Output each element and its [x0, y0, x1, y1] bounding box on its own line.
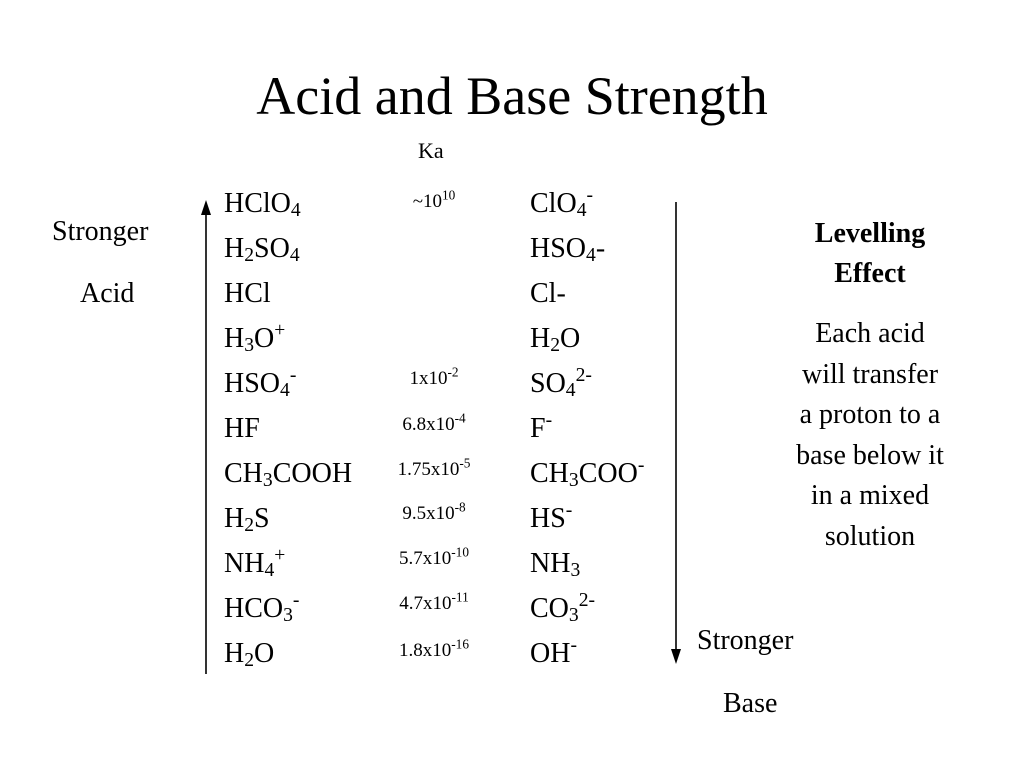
conjugate-base-formula [530, 406, 552, 451]
formula-subscript: 3 [283, 604, 293, 626]
formula-subscript: 3 [568, 469, 579, 491]
formula-text: CH [224, 458, 263, 489]
conjugate-base-formula [530, 316, 580, 361]
formula-text: HSO [530, 233, 587, 264]
formula-superscript: - [570, 635, 577, 657]
ka-column-header: Ka [418, 138, 444, 163]
conjugate-base-formula [530, 271, 566, 316]
formula-superscript: - [292, 590, 300, 612]
formula-text: NH [530, 548, 571, 579]
conjugate-base-formula [530, 541, 580, 586]
formula-text: S [254, 503, 270, 534]
acid-formula [224, 496, 270, 541]
acid-formula [224, 406, 260, 451]
conjugate-base-formula [530, 451, 644, 496]
ka-value [399, 536, 469, 581]
levelling-text-line: Each acid [815, 318, 925, 349]
formula-text: Cl- [530, 278, 566, 309]
ka-mantissa: 1x10 [409, 368, 448, 389]
formula-subscript: 2 [244, 514, 255, 536]
levelling-heading-line1: Levelling [814, 218, 926, 249]
conjugate-base-formula [530, 496, 572, 541]
formula-subscript: 2 [244, 649, 255, 671]
ka-mantissa: 4.7x10 [399, 593, 452, 614]
conjugate-base-formula [530, 361, 592, 406]
levelling-text-line: base below it [796, 439, 944, 471]
formula-superscript: + [274, 320, 286, 342]
ka-value [413, 179, 456, 224]
acid-formula [224, 451, 352, 496]
formula-subscript: 3 [570, 559, 581, 581]
formula-text: H [224, 233, 245, 264]
ka-exponent: 10 [441, 187, 456, 203]
ka-mantissa: 9.5x10 [402, 503, 455, 524]
formula-text: CO [530, 593, 569, 624]
conjugate-base-formula [530, 586, 595, 631]
formula-text: ClO [530, 188, 577, 219]
formula-subscript: 4 [576, 199, 587, 221]
acid-formula [224, 631, 274, 676]
stronger-acid-arrow-icon [196, 196, 216, 678]
formula-text: SO [254, 233, 290, 264]
formula-text: O [254, 638, 275, 669]
ka-exponent: -16 [451, 636, 469, 652]
formula-subscript: 4 [280, 379, 290, 401]
formula-subscript: 4 [565, 379, 576, 401]
formula-subscript: 3 [262, 469, 273, 491]
ka-value [402, 402, 465, 447]
slide-title: Acid and Base Strength [256, 66, 768, 126]
formula-superscript: - [586, 185, 594, 207]
formula-subscript: 4 [586, 244, 596, 266]
acid-formula [224, 226, 300, 271]
formula-text: H [224, 503, 245, 534]
levelling-text-line: solution [824, 520, 916, 552]
acid-formula [224, 271, 271, 316]
formula-text: HF [224, 413, 260, 444]
formula-text: SO [530, 368, 566, 399]
ka-mantissa: 1.8x10 [399, 640, 452, 661]
formula-text: HS [530, 503, 566, 534]
formula-superscript: - [637, 455, 645, 477]
stronger-base-arrow-icon [666, 202, 686, 668]
ka-exponent: -4 [454, 410, 466, 426]
formula-text: F [530, 413, 546, 444]
levelling-text-line: a proton to a [799, 399, 941, 430]
formula-text: - [595, 233, 606, 264]
formula-subscript: 2 [244, 244, 255, 266]
conjugate-base-formula [530, 631, 577, 676]
levelling-effect-heading [770, 214, 970, 294]
acid-formula [224, 316, 285, 361]
stronger-acid-label-line2: Acid [80, 278, 135, 309]
formula-text: CH [530, 458, 569, 489]
table-row [0, 631, 1024, 676]
acid-formula [224, 181, 301, 226]
acid-formula [224, 541, 285, 586]
formula-superscript: - [565, 500, 573, 522]
ka-exponent: -11 [451, 589, 469, 605]
formula-text: HCl [224, 278, 271, 309]
ka-value [398, 447, 471, 492]
stronger-base-label-line2: Base [723, 688, 778, 719]
formula-subscript: 4 [290, 199, 301, 221]
ka-value [399, 628, 469, 673]
ka-value [399, 581, 468, 626]
acid-formula [224, 361, 296, 406]
formula-text: HClO [224, 188, 291, 219]
formula-subscript: 3 [244, 334, 255, 356]
stronger-acid-label-line1: Stronger [52, 216, 149, 247]
ka-mantissa: 5.7x10 [399, 548, 452, 569]
table-row [0, 586, 1024, 631]
ka-mantissa: 1.75x10 [397, 459, 460, 480]
formula-subscript: 4 [289, 244, 300, 266]
formula-subscript: 2 [550, 334, 561, 356]
levelling-effect-description [770, 314, 970, 557]
formula-superscript: 2- [578, 590, 596, 612]
levelling-text-line: will transfer [801, 358, 939, 390]
ka-exponent: -8 [454, 499, 466, 515]
formula-text: HSO [224, 368, 281, 399]
stronger-base-label-line1: Stronger [697, 625, 794, 656]
ka-mantissa: 6.8x10 [402, 414, 455, 435]
formula-text: COOH [272, 458, 353, 489]
formula-subscript: 4 [264, 559, 275, 581]
formula-text: NH [224, 548, 265, 579]
formula-superscript: 2- [575, 365, 592, 387]
formula-text: H [530, 323, 551, 354]
levelling-heading-line2: Effect [834, 258, 906, 289]
formula-text: O [254, 323, 275, 354]
ka-exponent: -2 [447, 364, 459, 380]
formula-superscript: - [289, 365, 297, 387]
conjugate-base-formula [530, 226, 605, 271]
acid-formula [224, 586, 299, 631]
formula-text: H [224, 323, 245, 354]
formula-text: HCO [224, 593, 284, 624]
conjugate-base-formula [530, 181, 593, 226]
ka-exponent: -10 [451, 544, 469, 560]
formula-subscript: 3 [568, 604, 579, 626]
formula-text: H [224, 638, 245, 669]
formula-superscript: - [545, 410, 553, 432]
formula-superscript: + [274, 545, 286, 567]
ka-exponent: -5 [459, 455, 471, 471]
ka-mantissa: ~10 [412, 191, 442, 212]
levelling-text-line: in a mixed [810, 480, 930, 511]
formula-text: COO [578, 458, 638, 489]
ka-value [409, 356, 458, 401]
formula-text: OH [530, 638, 571, 669]
formula-text: O [560, 323, 581, 354]
ka-value [402, 491, 465, 536]
